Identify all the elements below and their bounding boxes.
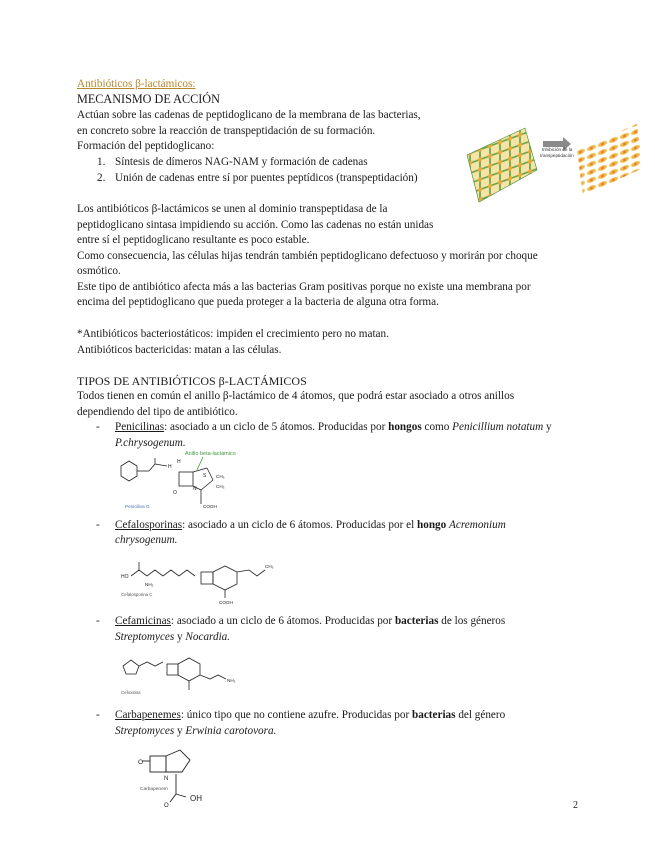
svg-text:COOH: COOH	[219, 600, 233, 605]
cefamicinas-item: Cefamicinas: asociado a un ciclo de 6 átomos. Producidas por bacterias de los géneros	[115, 615, 506, 627]
svg-text:N: N	[164, 776, 169, 782]
cefalosporinas-item: Cefalosporinas: asociado a un ciclo de 6 átomos. Producidas por el hongo Acremonium	[115, 519, 506, 531]
svg-text:O: O	[173, 490, 177, 496]
body-line: Este tipo de antibiótico afecta más a las bacterias Gram positivas porque no existe una membrana por	[77, 281, 531, 293]
body-line: peptidoglicano sintasa impidiendo su acción. Como las cadenas no están unidas	[77, 219, 434, 231]
penicilinas-item: Penicilinas: asociado a un ciclo de 5 átomos. Producidas por hongos como Penicillium notatum y	[115, 421, 552, 433]
carbapenemes-item-cont: Streptomyces y Erwinia carotovora.	[115, 725, 277, 737]
pen-name: Penicilina G	[125, 504, 150, 509]
cefoxitin-structure	[115, 644, 245, 700]
section-title[interactable]: Antibióticos β-lactámicos:	[77, 78, 196, 90]
bullet-dash: -	[96, 519, 100, 531]
carb-name: Carbapenem	[140, 787, 168, 792]
penicilinas-item-cont: P.chrysogenum.	[115, 437, 186, 449]
cephalosporin-structure	[115, 548, 285, 608]
body-line: Actúan sobre las cadenas de peptidoglicano de la membrana de las bacterias,	[77, 109, 421, 121]
body-line: entre sí el peptidoglicano resultante es poco estable.	[77, 234, 310, 246]
body-line: Como consecuencia, las células hijas tendrán también peptidoglicano defectuoso y morirán por choque	[77, 250, 538, 262]
svg-text:N: N	[193, 486, 197, 492]
body-line: Formación del peptidoglicano:	[77, 140, 215, 152]
svg-text:H: H	[177, 459, 181, 465]
ceph-name: Cefalosporina C	[121, 592, 153, 597]
penicillin-structure	[115, 448, 255, 512]
pen-ring-label: Anillo beta-lactámico	[185, 451, 236, 457]
svg-text:NH₂: NH₂	[227, 678, 236, 683]
body-line: dependiendo del tipo de antibiótico.	[77, 406, 238, 418]
list-item: Unión de cadenas entre sí por puentes peptídicos (transpeptidación)	[115, 172, 418, 184]
bullet-dash: -	[96, 709, 100, 721]
cefox-name: Cefoxitina	[121, 690, 141, 695]
cefamicinas-item-cont: Streptomyces y Nocardia.	[115, 631, 231, 643]
figure-caption: Inhibición de la transpeptidación	[540, 147, 574, 158]
svg-text:COOH: COOH	[203, 504, 217, 509]
svg-text:CH₃: CH₃	[216, 484, 225, 489]
body-line: Los antibióticos β-lactámicos se unen al dominio transpeptidasa de la	[77, 203, 388, 215]
body-line: Todos tienen en común el anillo β-lactámico de 4 átomos, que podrá estar asociado a otros anillos	[77, 390, 515, 402]
body-line: osmótico.	[77, 265, 121, 277]
tipos-title: TIPOS DE ANTIBIÓTICOS β-LACTÁMICOS	[77, 374, 307, 388]
body-line: encima del peptidoglicano que pueda proteger a la bacteria de alguna otra forma.	[77, 296, 439, 308]
svg-text:O: O	[138, 759, 144, 766]
penicilinas-name: Penicilinas	[115, 421, 165, 433]
carbapenem-structure	[130, 742, 230, 808]
svg-text:H: H	[168, 464, 172, 470]
carbapenemes-item: Carbapenemes: único tipo que no contiene azufre. Producidas por bacterias del género	[115, 709, 506, 721]
svg-text:CH₃: CH₃	[216, 474, 225, 479]
svg-text:S: S	[203, 473, 207, 479]
svg-text:CH₃: CH₃	[265, 564, 274, 569]
cefalosporinas-item-cont: chrysogenum.	[115, 534, 178, 546]
subtitle-mecanismo: MECANISMO DE ACCIÓN	[77, 92, 220, 106]
svg-text:HO: HO	[121, 574, 129, 580]
page-number: 2	[573, 800, 578, 811]
body-line: en concreto sobre la reacción de transpeptidación de su formación.	[77, 125, 376, 137]
bullet-dash: -	[96, 421, 100, 433]
peptidoglycan-figure	[465, 110, 645, 220]
bacteriostatic-note: *Antibióticos bacteriostáticos: impiden el crecimiento pero no matan.	[77, 328, 389, 340]
list-number: 2.	[97, 172, 106, 184]
list-item: Síntesis de dímeros NAG-NAM y formación de cadenas	[115, 156, 368, 168]
list-number: 1.	[97, 156, 106, 168]
bullet-dash: -	[96, 615, 100, 627]
svg-text:NH₂: NH₂	[145, 582, 154, 587]
svg-text:O: O	[164, 803, 169, 808]
bactericide-note: Antibióticos bactericidas: matan a las células.	[77, 344, 282, 356]
svg-text:OH: OH	[190, 794, 202, 803]
